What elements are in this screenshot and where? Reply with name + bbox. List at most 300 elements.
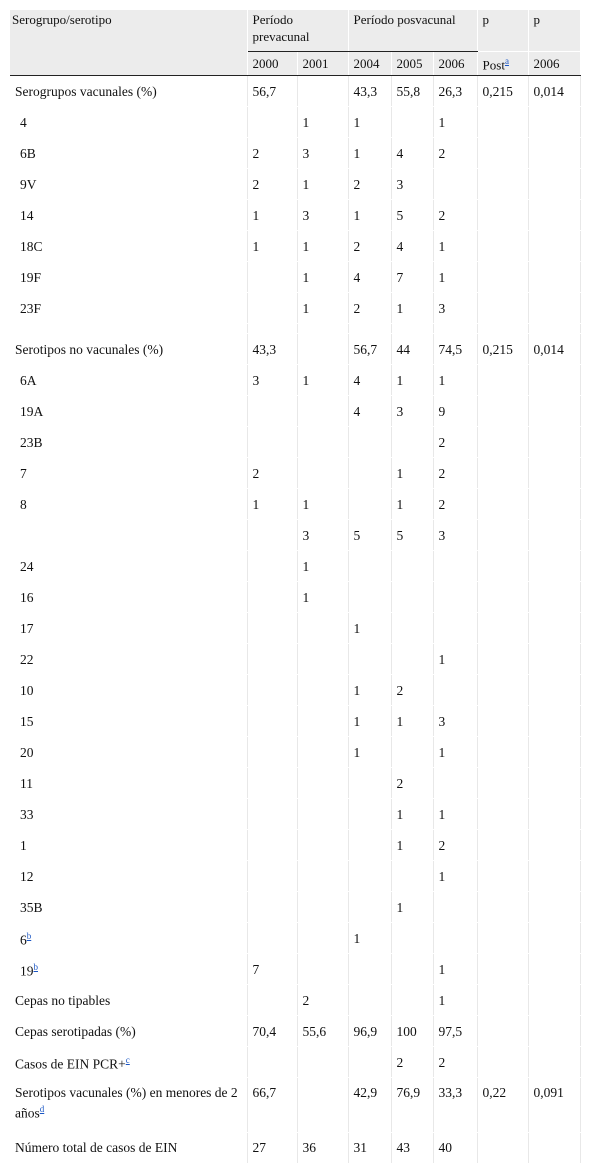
table-cell <box>391 551 433 582</box>
table-cell: 2 <box>433 427 477 458</box>
table-cell: 1 <box>391 830 433 861</box>
row-label <box>10 396 247 427</box>
table-cell: 97,5 <box>433 1016 477 1047</box>
table-row <box>10 138 580 169</box>
row-label <box>10 675 247 706</box>
table-cell <box>297 1047 348 1078</box>
row-label-text: 14 <box>20 207 34 223</box>
table-cell <box>528 613 580 644</box>
table-cell <box>247 107 297 138</box>
table-cell <box>247 644 297 675</box>
table-cell <box>297 861 348 892</box>
table-row <box>10 200 580 231</box>
table-row <box>10 582 580 613</box>
table-cell <box>297 613 348 644</box>
table-cell <box>433 892 477 923</box>
table-cell <box>348 458 391 489</box>
row-label <box>10 582 247 613</box>
footnote-link[interactable]: b <box>33 961 38 972</box>
table-row <box>10 644 580 675</box>
table-cell <box>247 427 297 458</box>
table-cell <box>247 861 297 892</box>
table-row <box>10 231 580 262</box>
table-cell <box>247 706 297 737</box>
table-cell <box>528 458 580 489</box>
row-label-text: 23B <box>20 434 43 450</box>
table-cell <box>247 768 297 799</box>
row-label-text: 22 <box>20 651 34 667</box>
table-cell <box>528 1016 580 1047</box>
table-cell <box>477 262 528 293</box>
table-row <box>10 1047 580 1078</box>
table-cell <box>477 458 528 489</box>
table-cell: 3 <box>433 293 477 324</box>
table-cell <box>348 830 391 861</box>
table-cell: 1 <box>433 799 477 830</box>
row-label-text: Casos de EIN PCR+ <box>15 1056 126 1072</box>
table-cell <box>348 427 391 458</box>
row-label <box>10 830 247 861</box>
table-cell <box>348 861 391 892</box>
row-label <box>10 489 247 520</box>
table-cell: 2 <box>348 231 391 262</box>
table-row <box>10 293 580 324</box>
table-cell: 1 <box>433 737 477 768</box>
table-cell: 70,4 <box>247 1016 297 1047</box>
table-cell <box>297 644 348 675</box>
table-cell <box>528 200 580 231</box>
table-cell <box>348 582 391 613</box>
table-cell <box>528 892 580 923</box>
header-serogrupo: Serogrupo/serotipo <box>10 10 247 76</box>
table-cell <box>297 675 348 706</box>
row-label <box>10 520 247 551</box>
spacer-cell <box>297 324 348 334</box>
table-cell: 2 <box>297 985 348 1016</box>
table-cell: 55,6 <box>297 1016 348 1047</box>
row-label-text: 6B <box>20 145 36 161</box>
row-label-text: 35B <box>20 899 43 915</box>
row-label-text: 4 <box>20 114 27 130</box>
table-cell: 4 <box>391 138 433 169</box>
table-cell <box>528 861 580 892</box>
row-label <box>10 138 247 169</box>
table-cell: 1 <box>247 489 297 520</box>
table-cell <box>391 985 433 1016</box>
table-cell <box>528 365 580 396</box>
table-row <box>10 861 580 892</box>
row-label-text: 11 <box>20 775 33 791</box>
table-cell <box>391 954 433 985</box>
table-row <box>10 799 580 830</box>
table-cell: 1 <box>391 892 433 923</box>
table-cell <box>528 675 580 706</box>
table-cell <box>391 582 433 613</box>
table-row <box>10 768 580 799</box>
row-label <box>10 799 247 830</box>
table-row <box>10 324 580 334</box>
header-year-2004: 2004 <box>348 52 391 76</box>
table-cell <box>348 644 391 675</box>
table-cell: 3 <box>297 138 348 169</box>
table-cell: 0,22 <box>477 1078 528 1133</box>
row-label <box>10 169 247 200</box>
table-cell <box>477 489 528 520</box>
table-cell <box>297 737 348 768</box>
table-cell: 1 <box>297 107 348 138</box>
table-cell: 43 <box>391 1133 433 1164</box>
table-cell <box>477 231 528 262</box>
row-label <box>10 861 247 892</box>
table-cell: 7 <box>247 954 297 985</box>
table-cell <box>477 427 528 458</box>
table-header <box>10 10 580 76</box>
table-cell: 31 <box>348 1133 391 1164</box>
table-cell <box>477 985 528 1016</box>
table-cell <box>477 613 528 644</box>
table-cell: 7 <box>391 262 433 293</box>
table-row <box>10 923 580 954</box>
table-cell <box>297 830 348 861</box>
table-cell <box>348 985 391 1016</box>
table-cell <box>391 644 433 675</box>
table-cell <box>247 675 297 706</box>
table-cell: 1 <box>433 861 477 892</box>
table-row <box>10 706 580 737</box>
table-cell: 2 <box>433 1047 477 1078</box>
table-row <box>10 1078 580 1133</box>
table-cell: 1 <box>433 107 477 138</box>
table-cell: 2 <box>391 675 433 706</box>
table-cell <box>391 613 433 644</box>
table-cell <box>477 675 528 706</box>
row-label-text: Serotipos vacunales (%) en menores de 2 años <box>15 1085 238 1121</box>
table-cell: 1 <box>433 644 477 675</box>
row-label <box>10 551 247 582</box>
table-cell <box>528 923 580 954</box>
row-label <box>10 427 247 458</box>
table-row <box>10 107 580 138</box>
table-cell: 1 <box>297 169 348 200</box>
table-cell <box>528 1133 580 1164</box>
table-cell: 0,215 <box>477 76 528 107</box>
row-label-text: Cepas no tipables <box>15 992 111 1008</box>
footnote-link[interactable]: b <box>26 930 32 941</box>
row-label <box>10 76 247 107</box>
table-cell: 1 <box>348 737 391 768</box>
table-cell: 1 <box>348 107 391 138</box>
table-cell <box>528 1047 580 1078</box>
table-cell: 1 <box>433 954 477 985</box>
row-label-text: 19A <box>20 403 44 419</box>
header-year-2005: 2005 <box>391 52 433 76</box>
row-label <box>10 1047 247 1078</box>
table-cell <box>477 644 528 675</box>
row-label-text: 6A <box>20 372 37 388</box>
table-cell <box>297 954 348 985</box>
table-cell <box>348 489 391 520</box>
row-label <box>10 231 247 262</box>
table-cell: 76,9 <box>391 1078 433 1133</box>
table-cell <box>528 138 580 169</box>
table-cell: 5 <box>391 200 433 231</box>
table-cell: 2 <box>433 200 477 231</box>
table-cell <box>297 334 348 365</box>
table-cell: 55,8 <box>391 76 433 107</box>
table-row <box>10 892 580 923</box>
row-label <box>10 458 247 489</box>
table-cell: 3 <box>433 520 477 551</box>
row-label-text: 1 <box>20 837 27 853</box>
table-row <box>10 551 580 582</box>
footnote-a-link[interactable]: a <box>504 56 509 67</box>
table-cell: 66,7 <box>247 1078 297 1133</box>
table-row <box>10 985 580 1016</box>
row-label-text: 8 <box>20 496 27 512</box>
table-cell <box>297 458 348 489</box>
table-cell: 1 <box>297 551 348 582</box>
table-cell <box>528 169 580 200</box>
table-cell: 2 <box>247 169 297 200</box>
table-cell <box>477 706 528 737</box>
spacer-cell <box>391 324 433 334</box>
table-cell: 4 <box>348 365 391 396</box>
table-cell <box>247 396 297 427</box>
row-label <box>10 768 247 799</box>
table-cell: 100 <box>391 1016 433 1047</box>
table-cell: 9 <box>433 396 477 427</box>
table-cell <box>528 427 580 458</box>
table-cell: 3 <box>297 200 348 231</box>
table-cell <box>528 830 580 861</box>
table-cell <box>477 737 528 768</box>
table-cell: 5 <box>391 520 433 551</box>
table-cell: 1 <box>391 489 433 520</box>
header-p-2006: 2006 <box>528 52 580 76</box>
table-cell <box>433 675 477 706</box>
table-row <box>10 427 580 458</box>
table-cell: 33,3 <box>433 1078 477 1133</box>
table-cell <box>297 427 348 458</box>
header-posvacunal: Período posvacunal <box>348 10 477 52</box>
table-cell <box>247 830 297 861</box>
table-row <box>10 334 580 365</box>
table-cell: 42,9 <box>348 1078 391 1133</box>
footnote-link[interactable]: d <box>39 1104 45 1114</box>
row-label-text: 17 <box>20 620 34 636</box>
table-cell: 2 <box>247 458 297 489</box>
table-cell: 2 <box>391 768 433 799</box>
table-cell <box>247 551 297 582</box>
table-cell <box>477 768 528 799</box>
table-cell <box>477 520 528 551</box>
table-cell <box>477 551 528 582</box>
table-cell <box>433 169 477 200</box>
header-p1: p <box>477 10 528 52</box>
table-row <box>10 1016 580 1047</box>
table-cell <box>297 923 348 954</box>
table-cell <box>348 799 391 830</box>
row-label-text: 20 <box>20 744 34 760</box>
table-cell <box>477 892 528 923</box>
serotype-table <box>10 10 581 1164</box>
row-label-text: 33 <box>20 806 34 822</box>
table-cell <box>391 923 433 954</box>
table-cell: 56,7 <box>348 334 391 365</box>
table-cell: 2 <box>348 293 391 324</box>
table-cell <box>348 551 391 582</box>
table-cell <box>528 262 580 293</box>
table-row <box>10 458 580 489</box>
table-cell: 1 <box>297 489 348 520</box>
table-cell <box>477 138 528 169</box>
table-cell: 1 <box>297 293 348 324</box>
row-label <box>10 706 247 737</box>
table-cell <box>477 293 528 324</box>
table-cell <box>477 1047 528 1078</box>
table-cell <box>348 892 391 923</box>
row-label <box>10 365 247 396</box>
table-cell <box>477 830 528 861</box>
table-cell <box>477 1016 528 1047</box>
table-cell <box>477 169 528 200</box>
table-cell <box>391 861 433 892</box>
table-cell: 43,3 <box>348 76 391 107</box>
table-cell: 1 <box>348 138 391 169</box>
header-prevacunal: Período prevacunal <box>247 10 348 52</box>
table-cell: 1 <box>297 365 348 396</box>
table-cell <box>477 107 528 138</box>
table-cell: 43,3 <box>247 334 297 365</box>
table-cell <box>477 1133 528 1164</box>
table-row <box>10 365 580 396</box>
table-cell <box>477 799 528 830</box>
table-cell <box>433 768 477 799</box>
spacer-cell <box>10 324 247 334</box>
row-label <box>10 262 247 293</box>
table-row <box>10 169 580 200</box>
table-cell <box>247 923 297 954</box>
table-row <box>10 520 580 551</box>
table-cell: 1 <box>433 985 477 1016</box>
row-label-text: 15 <box>20 713 34 729</box>
table-cell: 2 <box>433 830 477 861</box>
row-label <box>10 1078 247 1133</box>
row-label <box>10 107 247 138</box>
table-cell <box>247 737 297 768</box>
table-cell <box>528 768 580 799</box>
table-cell <box>247 1047 297 1078</box>
table-row <box>10 1133 580 1164</box>
table-cell <box>297 1078 348 1133</box>
table-cell: 1 <box>391 365 433 396</box>
table-cell <box>528 293 580 324</box>
table-cell <box>477 861 528 892</box>
table-row <box>10 737 580 768</box>
table-cell <box>528 737 580 768</box>
table-cell: 4 <box>348 396 391 427</box>
table-body <box>10 76 580 1164</box>
table-cell: 3 <box>247 365 297 396</box>
table-cell <box>391 427 433 458</box>
table-cell <box>297 799 348 830</box>
row-label-text: Número total de casos de EIN <box>15 1140 178 1155</box>
table-cell: 2 <box>433 138 477 169</box>
spacer-cell <box>433 324 477 334</box>
row-label-text: 12 <box>20 868 34 884</box>
table-cell: 3 <box>433 706 477 737</box>
footnote-link[interactable]: c <box>125 1054 130 1065</box>
table-cell <box>528 799 580 830</box>
table-cell <box>528 520 580 551</box>
table-cell: 96,9 <box>348 1016 391 1047</box>
row-label <box>10 1016 247 1047</box>
table-cell: 1 <box>348 200 391 231</box>
table-cell <box>528 706 580 737</box>
table-cell <box>433 582 477 613</box>
table-cell <box>247 985 297 1016</box>
table-cell: 40 <box>433 1133 477 1164</box>
spacer-cell <box>477 324 528 334</box>
header-p-post <box>477 52 528 76</box>
table-cell <box>297 396 348 427</box>
row-label-text: 23F <box>20 300 42 316</box>
table-cell: 1 <box>348 675 391 706</box>
table-cell <box>528 954 580 985</box>
table-cell <box>528 107 580 138</box>
table-cell: 1 <box>348 923 391 954</box>
table-cell <box>528 582 580 613</box>
table-cell: 3 <box>391 396 433 427</box>
table-cell <box>528 985 580 1016</box>
table-cell: 0,215 <box>477 334 528 365</box>
table-row <box>10 76 580 107</box>
table-cell: 1 <box>391 706 433 737</box>
table-cell <box>247 293 297 324</box>
table-row <box>10 489 580 520</box>
header-p-post-label: Post <box>482 57 505 73</box>
table-cell: 1 <box>433 365 477 396</box>
table-cell <box>247 520 297 551</box>
row-label-text: Cepas serotipadas (%) <box>15 1023 136 1039</box>
row-label-text: 24 <box>20 558 34 574</box>
table-cell: 2 <box>348 169 391 200</box>
row-label-text: 9V <box>20 176 37 192</box>
table-cell: 56,7 <box>247 76 297 107</box>
table-cell: 1 <box>247 231 297 262</box>
table-cell: 0,014 <box>528 76 580 107</box>
table-cell: 26,3 <box>433 76 477 107</box>
table-cell <box>528 396 580 427</box>
row-label-text: 19 <box>20 963 34 979</box>
row-label-text: 10 <box>20 682 34 698</box>
table-cell <box>247 613 297 644</box>
table-row <box>10 675 580 706</box>
table-cell: 1 <box>433 231 477 262</box>
table-cell <box>528 551 580 582</box>
table-cell <box>247 262 297 293</box>
table-cell <box>391 107 433 138</box>
row-label <box>10 923 247 954</box>
table-cell: 1 <box>297 231 348 262</box>
spacer-cell <box>348 324 391 334</box>
table-row <box>10 830 580 861</box>
table-cell: 3 <box>297 520 348 551</box>
table-cell <box>391 737 433 768</box>
row-label-text: Serotipos no vacunales (%) <box>15 341 164 357</box>
row-label-text: 16 <box>20 589 34 605</box>
row-label <box>10 985 247 1016</box>
